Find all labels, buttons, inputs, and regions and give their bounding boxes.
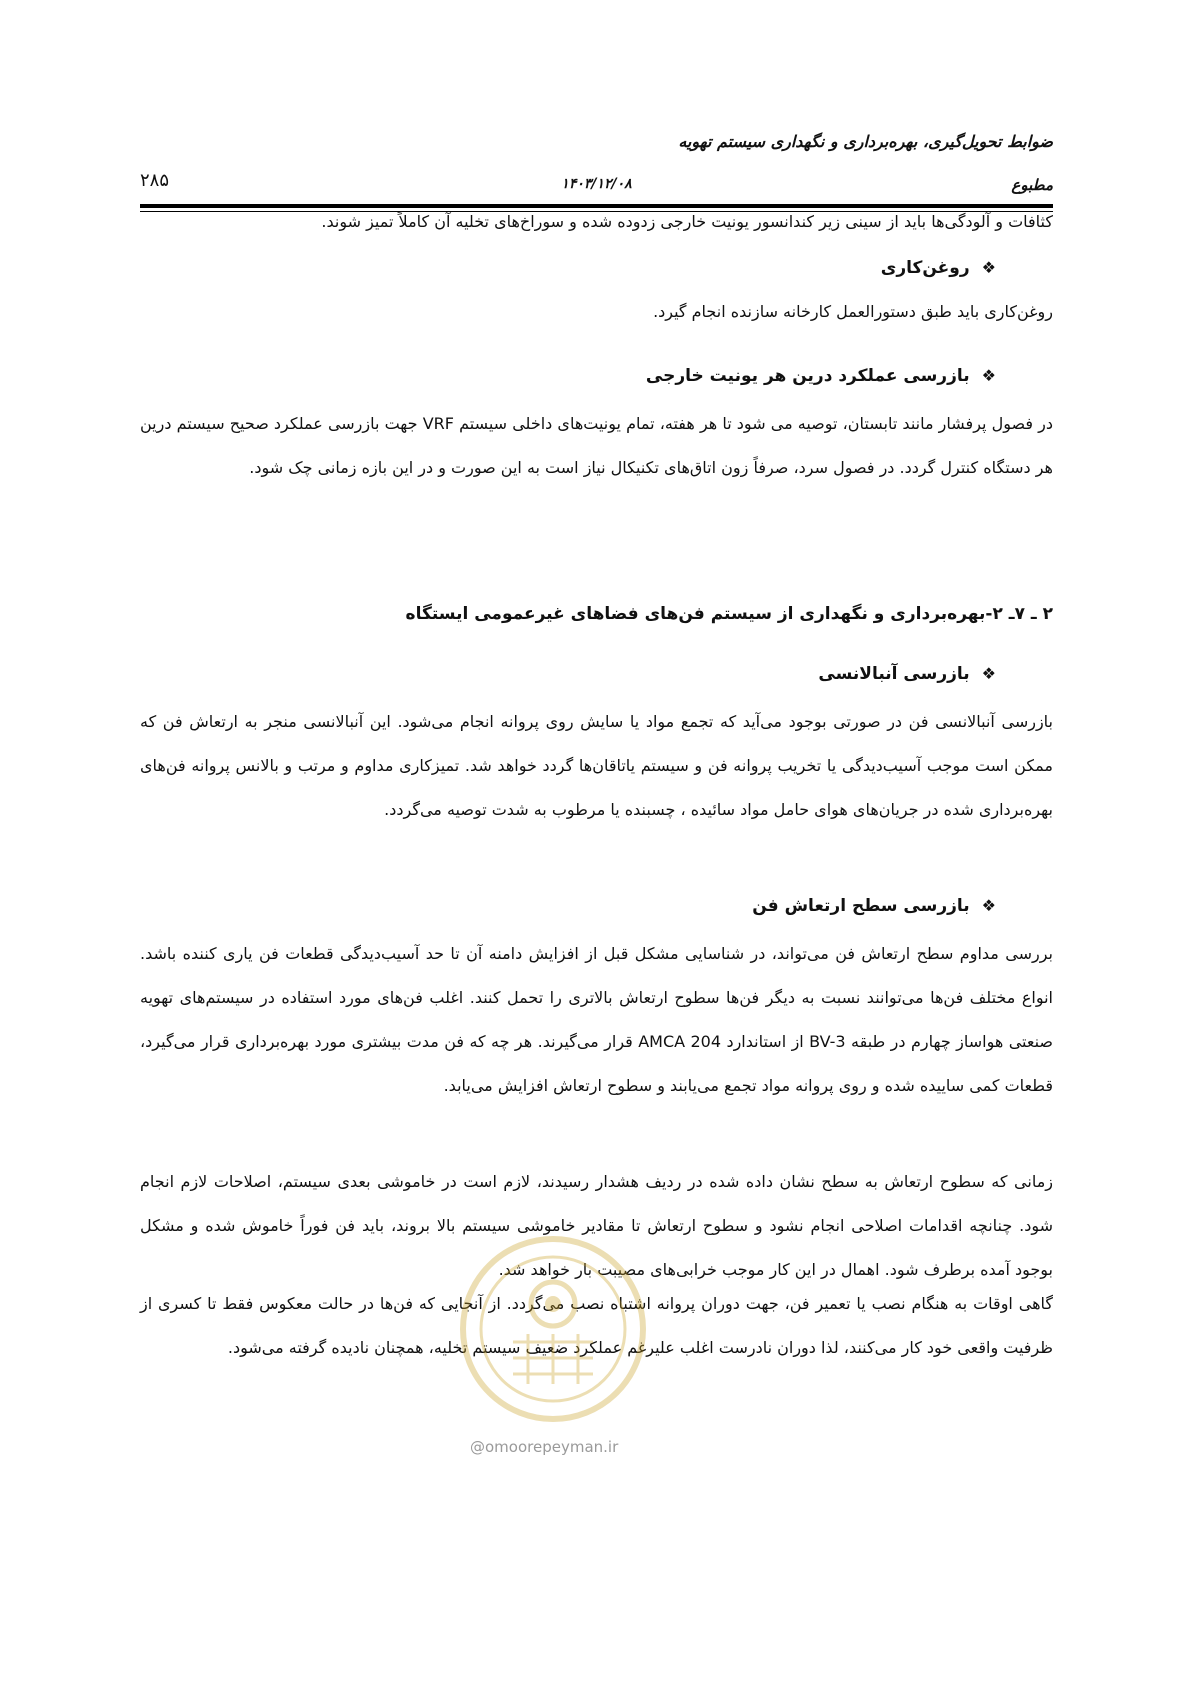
header-subtitle: مطبوع: [1011, 176, 1053, 194]
paragraph-condenser: کثافات و آلودگی‌ها باید از سینی زیر کندانسور یونیت خارجی زدوده شده و سوراخ‌های تخلیه آن کاملاً تمیز شوند.: [321, 212, 1053, 231]
header-row: [140, 170, 1053, 196]
paragraph-lubrication: روغن‌کاری باید طبق دستورالعمل کارخانه سازنده انجام گیرد.: [653, 302, 1053, 321]
seal-logo-icon: [458, 1234, 648, 1424]
heading-lubrication: [881, 258, 996, 278]
diamond-bullet-icon: ❖: [981, 366, 996, 385]
section-title: ۲ ـ ۷ـ ۲-بهره‌برداری و نگهداری از سیستم فن‌های فضاهای غیرعمومی ایستگاه: [405, 604, 1053, 624]
diamond-bullet-icon: ❖: [981, 258, 996, 277]
page-number: ۲۸۵: [140, 170, 170, 191]
heading-vibration-text: بازرسی سطح ارتعاش فن: [752, 896, 970, 916]
watermark-site: @omoorepeyman.ir: [470, 1438, 619, 1456]
paragraph-unbalance: بازرسی آنبالانسی فن در صورتی بوجود می‌آید که تجمع مواد یا سایش روی پروانه انجام می‌شود. این آنبالانسی منجر به ارتعاش فن که ممکن است موجب آسیب‌دیدگی یا تخریب پروانه فن و سیستم یاتاقان‌ها گردد خواهد شد. تمیزکاری مداوم و مرتب و بالانس پروانه فن‌های بهره‌برداری شده در جریان‌های هوای حامل مواد سائیده ، چسبنده یا مرطوب به شدت توصیه می‌گردد.: [140, 712, 1053, 819]
paragraph-vibration-1: بررسی مداوم سطح ارتعاش فن می‌تواند، در شناسایی مشکل قبل از افزایش دامنه آن تا حد آسیب‌دیدگی قطعات فن یاری کننده باشد. انواع مختلف فن‌ها می‌توانند نسبت به دیگر فن‌ها سطوح ارتعاش بالاتری را تحمل کنند. اغلب فن‌های مورد استفاده در سیستم‌های تهویه صنعتی هواساز چهارم در طبقه BV-3 از استاندارد AMCA 204 قرار می‌گیرند. هر چه که فن مدت بیشتری مورد بهره‌برداری قرار می‌گیرد، قطعات کمی ساییده شده و روی پروانه مواد تجمع می‌یابند و سطوح ارتعاش افزایش می‌یابد.: [140, 944, 1053, 1095]
heading-vibration: [752, 896, 996, 916]
heading-lubrication-text: روغن‌کاری: [880, 258, 970, 278]
heading-unbalance-text: بازرسی آنبالانسی: [818, 664, 970, 684]
heading-outdoor-check-text: بازرسی عملکرد درین هر یونیت خارجی: [645, 366, 970, 386]
paragraph-vibration-2: زمانی که سطوح ارتعاش به سطح نشان داده شده در ردیف هشدار رسیدند، لازم است در خاموشی بعدی سیستم، اصلاحات لازم انجام شود. چنانچه اقدامات اصلاحی انجام نشود و سطوح ارتعاش تا مقادیر خاموشی سیستم بالا بروند، باید فن فوراً خاموش شده و مشکل بوجود آمده برطرف شود. اهمال در این کار موجب خرابی‌های مصیبت بار خواهد شد.: [140, 1172, 1053, 1279]
paragraph-vibration-3: گاهی اوقات به هنگام نصب یا تعمیر فن، جهت دوران پروانه اشتباه نصب می‌گردد. از آنجایی که فن‌ها در حالت معکوس فقط تا کسری از ظرفیت واقعی خود کار می‌کنند، لذا دوران نادرست اغلب علیرغم عملکرد ضعیف سیستم تخلیه، همچنان نادیده گرفته می‌شود.: [140, 1294, 1053, 1357]
header-date: ۱۴۰۳/۱۲/۰۸: [561, 176, 632, 192]
diamond-bullet-icon: ❖: [981, 896, 996, 915]
heading-unbalance: [818, 664, 996, 684]
header-title: ضوابط تحویل‌گیری، بهره‌برداری و نگهداری سیستم تهویه: [678, 132, 1053, 151]
paragraph-outdoor-check: در فصول پرفشار مانند تابستان، توصیه می شود تا هر هفته، تمام یونیت‌های داخلی سیستم VRF جهت بازرسی عملکرد صحیح سیستم درین هر دستگاه کنترل گردد. در فصول سرد، صرفاً زون اتاق‌های تکنیکال نیاز است به این صورت و در این بازه زمانی چک شود.: [140, 414, 1054, 477]
heading-outdoor-check: [646, 366, 996, 386]
diamond-bullet-icon: ❖: [981, 664, 996, 683]
